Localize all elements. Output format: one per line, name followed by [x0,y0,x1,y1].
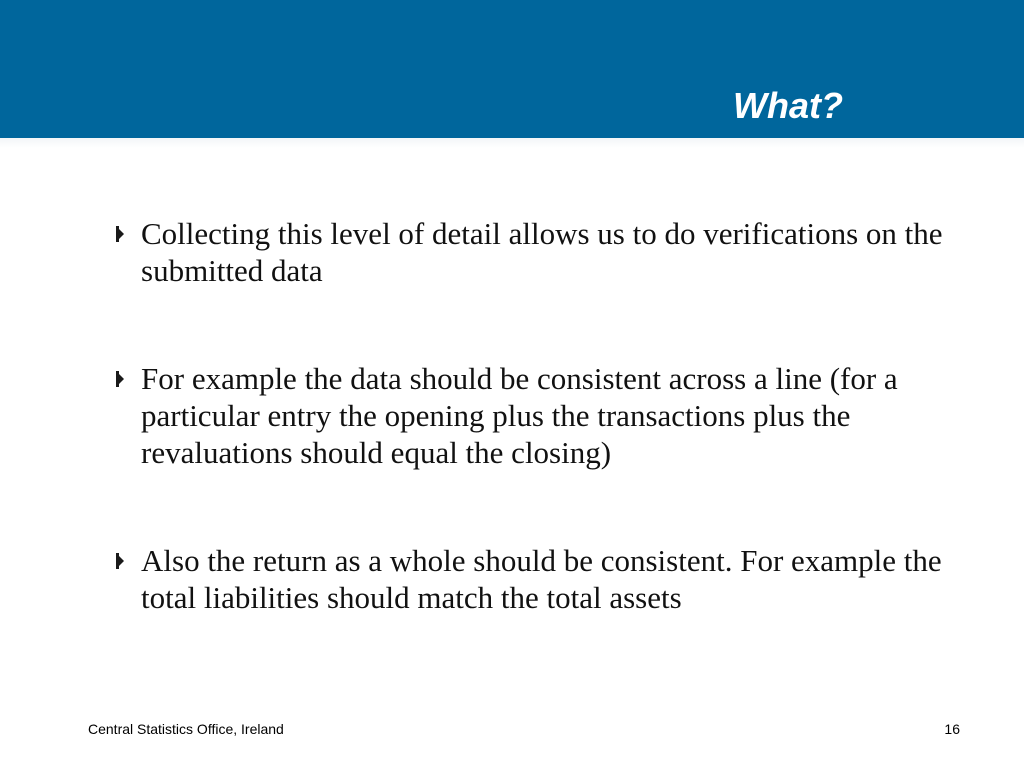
slide-title: What? [733,85,843,126]
bullet-item [116,542,966,616]
header-band [0,0,1024,138]
triangle-bullet-icon [116,553,124,569]
bullet-text: Collecting this level of detail allows us to do verifications on the submitted data [141,216,943,288]
page-number: 16 [944,721,960,737]
bullet-text: Also the return as a whole should be consistent. For example the total liabilities should match the total assets [141,543,942,615]
footer-organization: Central Statistics Office, Ireland [88,721,284,737]
bullet-item [116,215,966,289]
triangle-bullet-icon [116,226,124,242]
bullet-item [116,360,966,471]
triangle-bullet-icon [116,371,124,387]
bullet-text: For example the data should be consistent across a line (for a particular entry the opening plus the transactions plus the revaluations should equal the closing) [141,361,898,470]
